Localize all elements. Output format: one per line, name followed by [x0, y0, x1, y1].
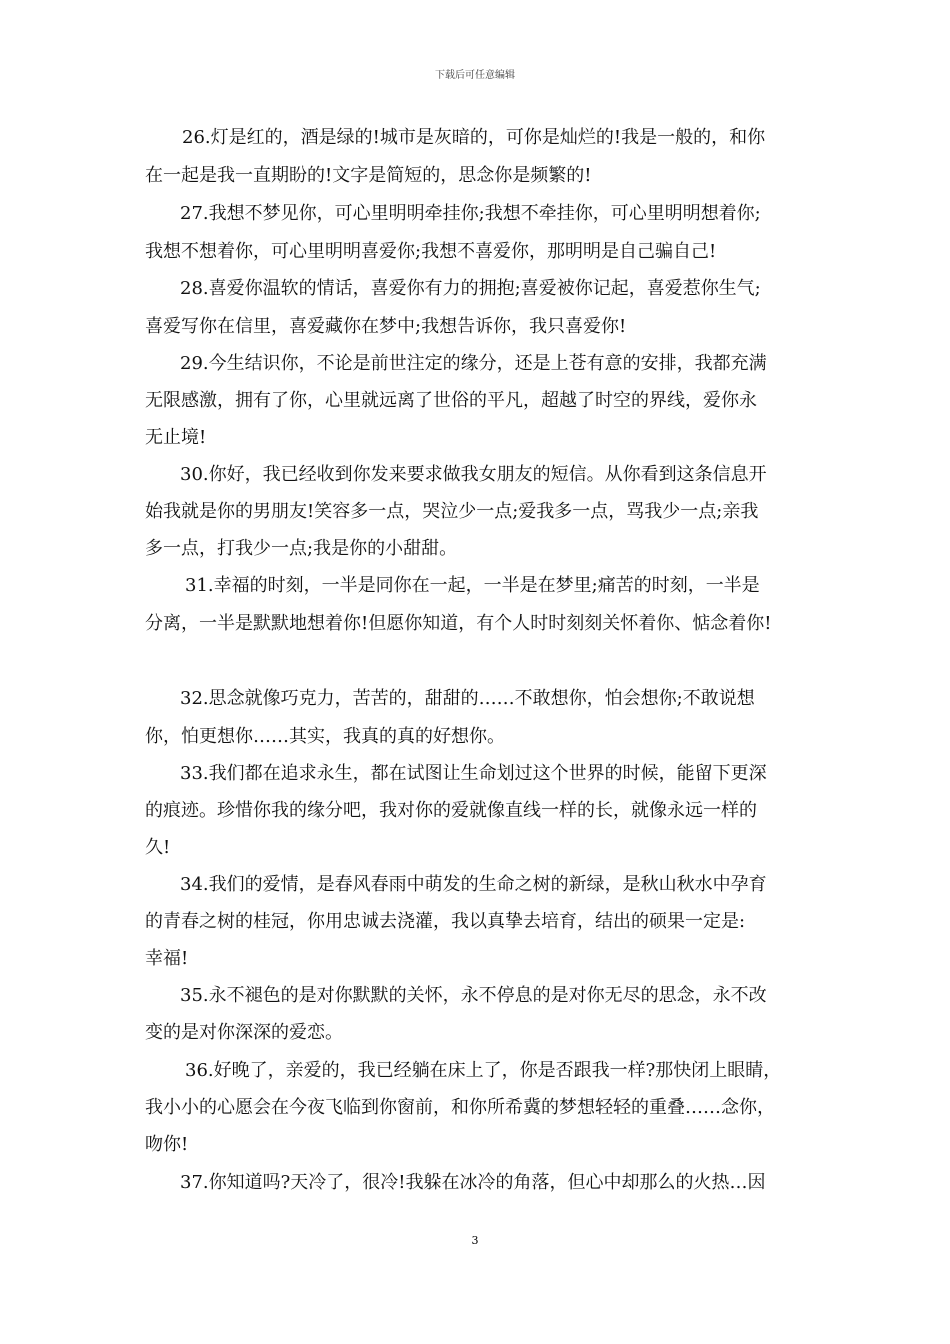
text-line: 我小小的心愿会在今夜飞临到你窗前，和你所希冀的梦想轻轻的重叠……念你， [145, 1097, 775, 1118]
text-line: 吻你! [145, 1134, 189, 1155]
text-line: 27.我想不梦见你，可心里明明牵挂你;我想不牵挂你，可心里明明想着你; [180, 203, 761, 224]
text-line: 在一起是我一直期盼的!文字是简短的，思念你是频繁的! [145, 165, 592, 186]
text-line: 喜爱写你在信里，喜爱藏你在梦中;我想告诉你，我只喜爱你! [145, 316, 627, 337]
text-line: 29.今生结识你，不论是前世注定的缘分，还是上苍有意的安排，我都充满 [180, 353, 767, 374]
page-header: 下载后可任意编辑 [435, 70, 515, 81]
text-line: 32.思念就像巧克力，苦苦的，甜甜的……不敢想你，怕会想你;不敢说想 [180, 688, 755, 709]
text-line: 33.我们都在追求永生，都在试图让生命划过这个世界的时候，能留下更深 [180, 763, 767, 784]
page-number: 3 [471, 1234, 479, 1247]
text-line: 34.我们的爱情，是春风春雨中萌发的生命之树的新绿，是秋山秋水中孕育 [180, 874, 767, 895]
text-line: 变的是对你深深的爱恋。 [145, 1022, 343, 1043]
text-line: 28.喜爱你温软的情话，喜爱你有力的拥抱;喜爱被你记起，喜爱惹你生气; [180, 278, 761, 299]
text-line: 的青春之树的桂冠，你用忠诚去浇灌，我以真挚去培育，结出的硕果一定是: [145, 911, 746, 932]
text-line: 无限感激，拥有了你，心里就远离了世俗的平凡，超越了时空的界线，爱你永 [145, 390, 757, 411]
text-line: 多一点，打我少一点;我是你的小甜甜。 [145, 538, 458, 559]
text-line: 37.你知道吗?天冷了，很冷!我躲在冰冷的角落，但心中却那么的火热…因 [180, 1172, 766, 1193]
text-line: 26.灯是红的，酒是绿的!城市是灰暗的，可你是灿烂的!我是一般的，和你 [182, 127, 766, 148]
text-line: 36.好晚了，亲爱的，我已经躺在床上了，你是否跟我一样?那快闭上眼睛， [185, 1060, 782, 1081]
text-line: 久! [145, 837, 171, 858]
text-line: 始我就是你的男朋友!笑容多一点，哭泣少一点;爱我多一点，骂我少一点;亲我 [145, 501, 759, 522]
text-line: 分离，一半是默默地想着你!但愿你知道，有个人时时刻刻关怀着你、惦念着你! [145, 613, 772, 634]
text-line: 无止境! [145, 427, 207, 448]
text-line: 我想不想着你，可心里明明喜爱你;我想不喜爱你，那明明是自己骗自己! [145, 241, 717, 262]
text-line: 30.你好，我已经收到你发来要求做我女朋友的短信。从你看到这条信息开 [180, 464, 767, 485]
text-line: 幸福! [145, 948, 189, 969]
text-line: 的痕迹。珍惜你我的缘分吧，我对你的爱就像直线一样的长，就像永远一样的 [145, 800, 757, 821]
text-line: 35.永不褪色的是对你默默的关怀，永不停息的是对你无尽的思念，永不改 [180, 985, 767, 1006]
text-line: 你，怕更想你……其实，我真的真的好想你。 [145, 726, 505, 747]
text-line: 31.幸福的时刻，一半是同你在一起，一半是在梦里;痛苦的时刻，一半是 [185, 575, 760, 596]
